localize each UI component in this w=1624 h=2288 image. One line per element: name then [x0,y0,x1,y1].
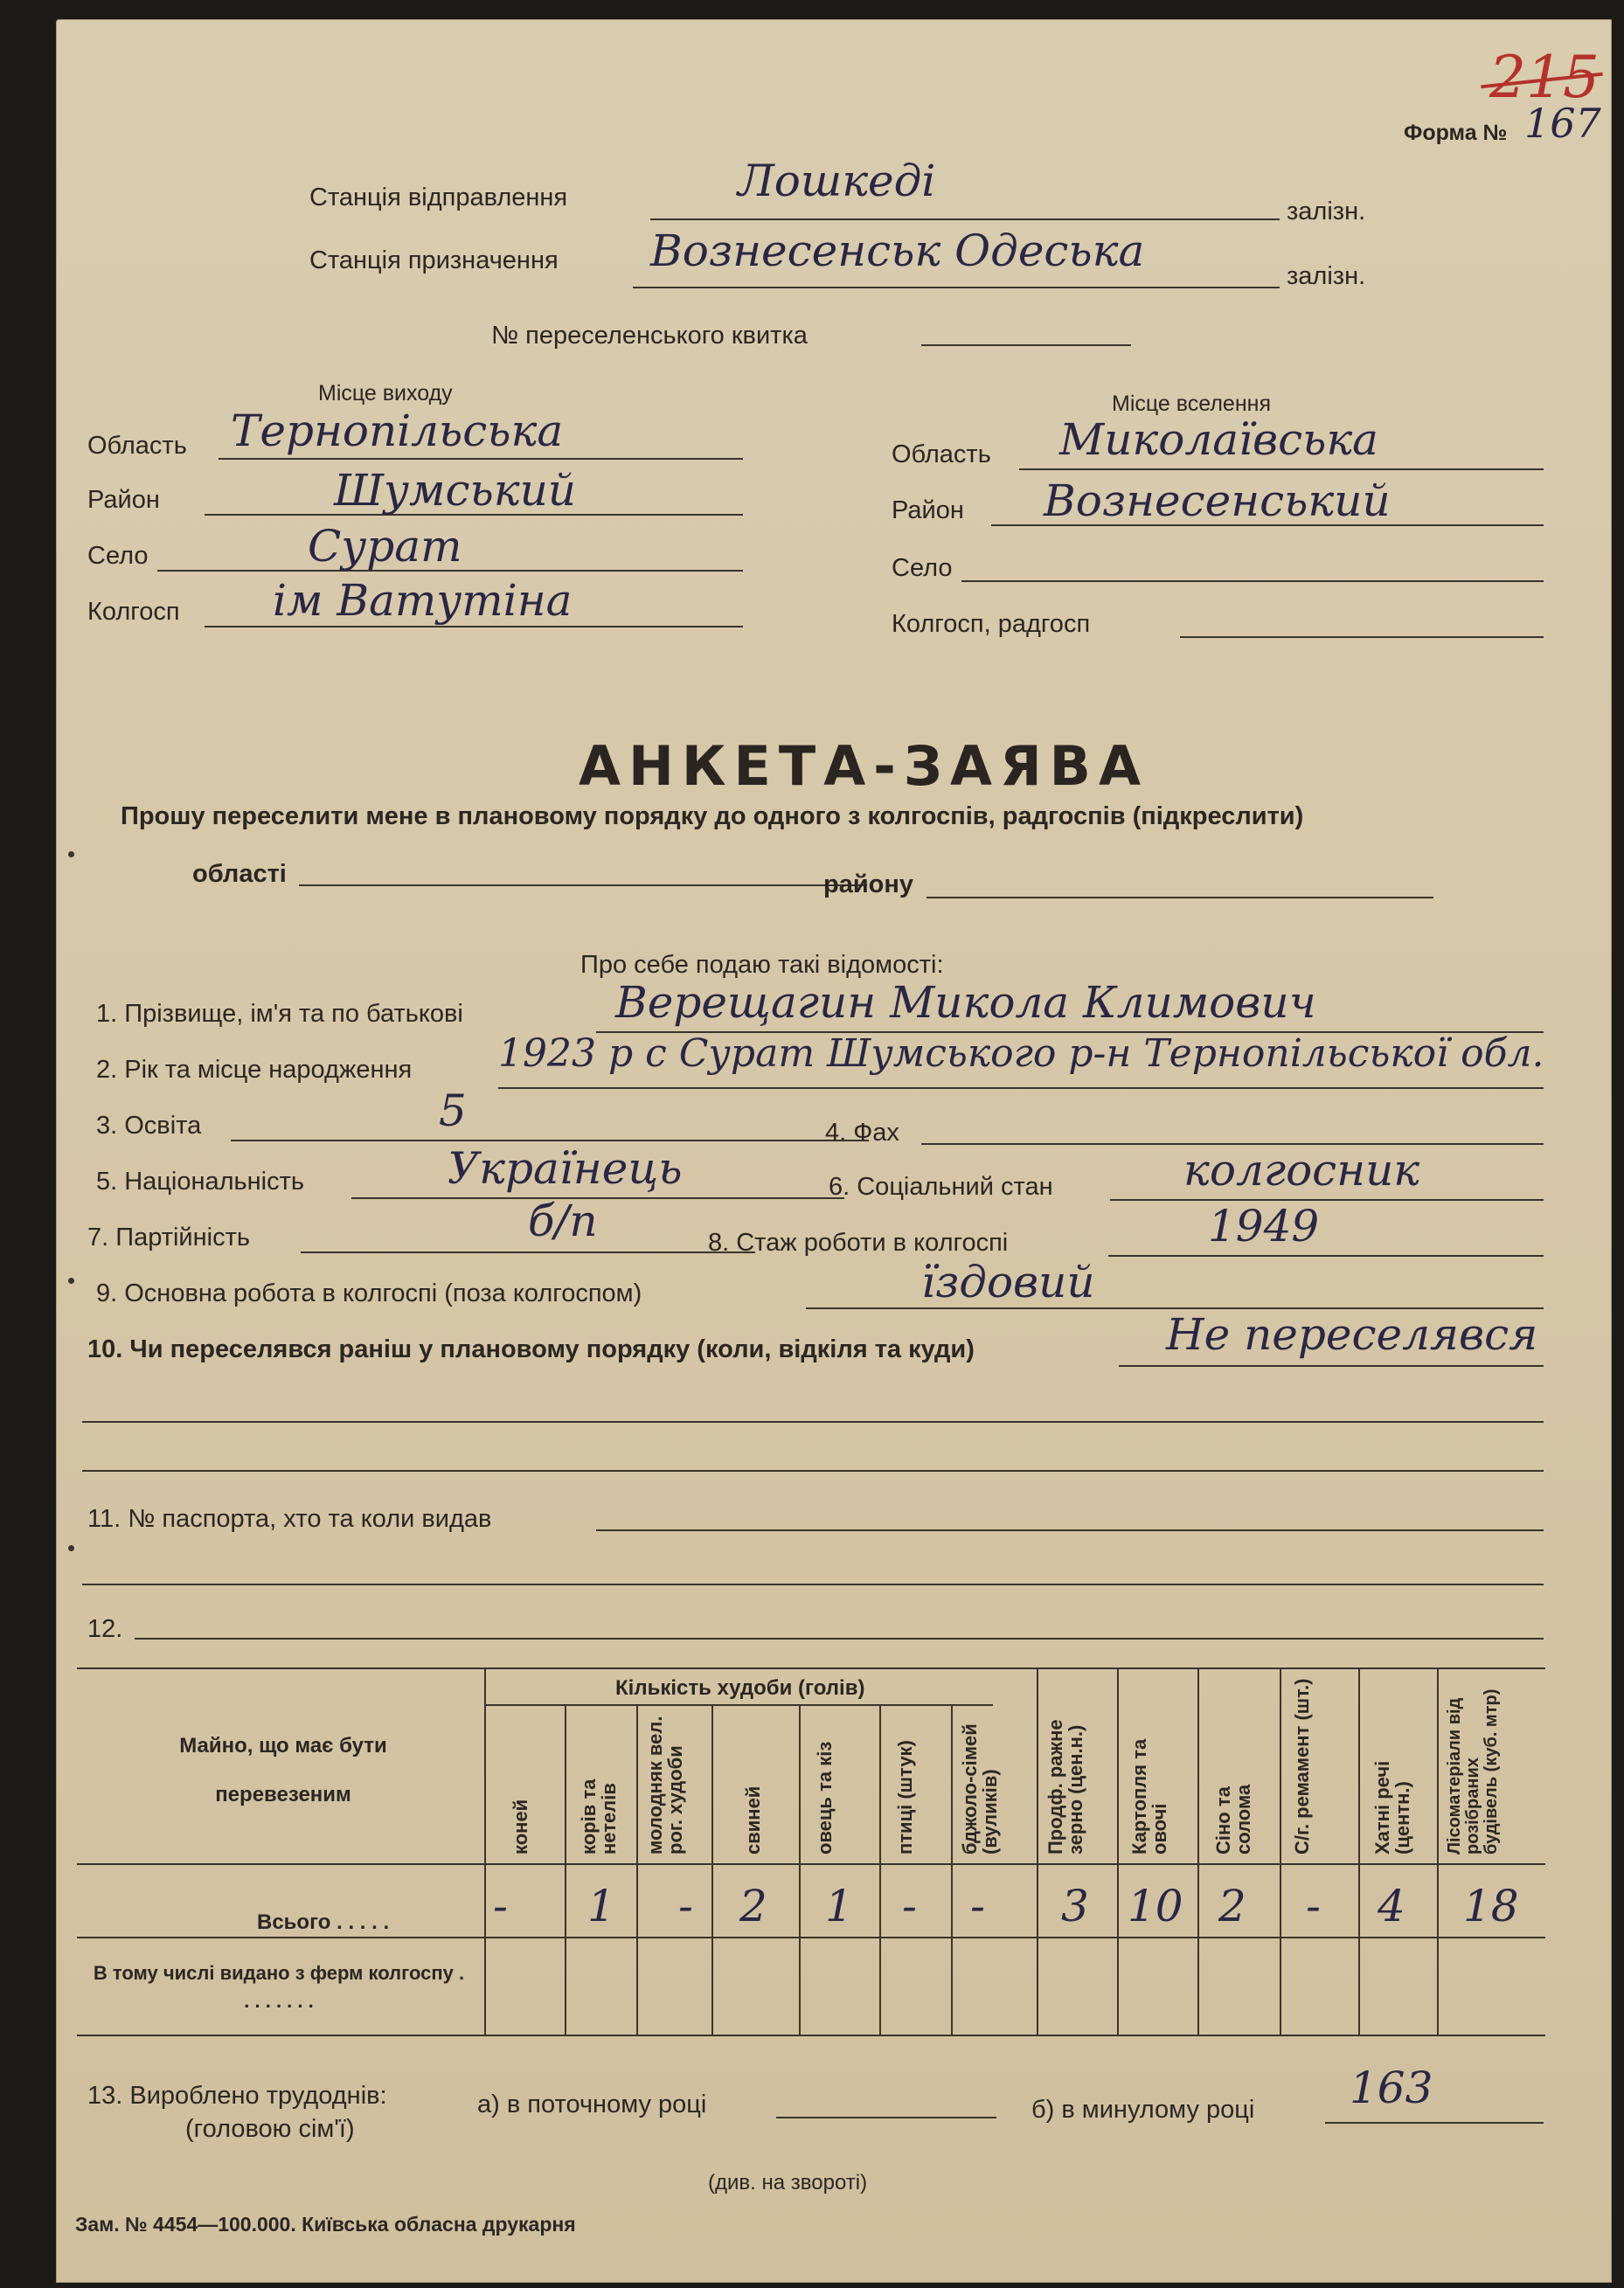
table-col-header: Сіно та солома [1212,1784,1255,1855]
field-7-value: б/п [528,1196,598,1246]
exit-raion-label: Район [87,486,160,514]
exit-kolgosp-label: Колгосп [87,598,180,626]
field-4-label: 4. Фах [825,1119,899,1147]
field-2-line [498,1087,1544,1089]
workdays-previous-line [1325,2122,1544,2124]
table-row1-label: Всього . . . . . [257,1910,390,1934]
table-group-header-divider [486,1704,993,1706]
table-row-header: Майно, що має бути перевезеним [179,1734,387,1806]
table-row1-value: 2 [739,1881,767,1931]
table-col-header: Хатні речі (центн.) [1371,1760,1414,1855]
table-col-header: птиці (штук) [894,1740,916,1855]
table-row1-value: - [902,1881,917,1931]
field-8-value: 1949 [1208,1201,1320,1251]
field-9-value: їздовий [921,1257,1095,1307]
form-sheet [56,19,1612,2283]
workdays-current-line [776,2117,996,2118]
table-row1-value: 10 [1128,1881,1183,1931]
field-10-label: 10. Чи переселявся раніш у плановому порядку (коли, відкіля та куди) [87,1335,975,1363]
departure-station-label: Станція відправлення [309,184,568,211]
table-col-divider [1037,1667,1038,2035]
workdays-previous-label: б) в минулому році [1031,2096,1255,2124]
settle-kolgosp-line [1180,636,1544,638]
table-col-divider [951,1704,953,2035]
field-5-label: 5. Національність [96,1168,305,1196]
destination-station-value: Вознесенськ Одеська [650,225,1145,276]
table-row1-value: 1 [825,1881,853,1931]
table-col-header: Лісоматеріали від розібраних будівель (куб. мтр) [1445,1688,1501,1855]
field-11-extra-line [82,1584,1544,1585]
ticket-line [921,344,1131,346]
exit-kolgosp-value: ім Ватутіна [273,575,573,626]
margin-dot [68,1278,74,1284]
departure-station-value: Лошкеді [738,156,936,206]
field-3-label: 3. Освіта [96,1112,202,1140]
settle-kolgosp-label: Колгосп, радгосп [892,610,1091,638]
field-12-label: 12. [87,1615,123,1643]
settle-oblast-value: Миколаївська [1059,414,1378,465]
field-5-line [351,1197,844,1199]
margin-dot [68,1545,74,1551]
form-title: АНКЕТА-ЗАЯВА [579,734,1149,798]
table-row1-value: 18 [1463,1881,1519,1931]
field-9-label: 9. Основна робота в колгоспі (поза колгоспом) [96,1279,642,1307]
field-7-label: 7. Партійність [87,1224,250,1251]
table-top-border [77,1667,1545,1669]
workdays-current-label: а) в поточному році [477,2090,707,2118]
request-raionu-line [927,897,1433,898]
table-col-divider [1358,1667,1360,2035]
field-8-label: 8. Стаж роботи в колгоспі [708,1229,1009,1257]
table-col-divider [1280,1667,1281,2035]
ticket-label: № переселенського квитка [491,322,808,350]
field-1-label: 1. Прізвище, ім'я та по батькові [96,1000,463,1028]
exit-oblast-line [219,458,743,460]
table-header-bottom-border [77,1863,1545,1865]
exit-selo-value: Сурат [308,521,462,572]
table-row1-value: 1 [587,1881,615,1931]
table-col-header: свиней [742,1785,764,1855]
form-number: 167 [1524,100,1601,147]
settle-raion-value: Вознесенський [1044,475,1391,526]
settle-raion-label: Район [892,496,964,524]
settle-oblast-label: Область [892,440,991,468]
settle-selo-label: Село [892,554,953,582]
table-row1-value: - [678,1881,693,1931]
table-col-divider [1117,1667,1119,2035]
field-6-value: колгосник [1183,1145,1420,1196]
exit-kolgosp-line [205,626,743,627]
see-back-note: (див. на звороті) [708,2171,868,2194]
field-12-line [135,1638,1544,1640]
workdays-previous-value: 163 [1350,2063,1433,2113]
table-col-divider [1197,1667,1199,2035]
exit-raion-value: Шумський [334,465,577,516]
table-col-divider [711,1704,713,2035]
table-row1-value: - [493,1881,508,1931]
field-11-line [596,1529,1544,1531]
settle-oblast-line [1019,468,1544,470]
table-col-divider [799,1704,801,2035]
margin-dot [68,851,74,857]
table-row1-value: 2 [1218,1881,1246,1931]
table-col-header: бджоло-сімей (вуликів) [959,1723,1002,1855]
table-col-divider [484,1667,486,2035]
field-10-extra-line-1 [82,1421,1544,1423]
table-col-divider [565,1704,566,2035]
info-heading: Про себе подаю такі відомості: [580,951,944,979]
form-label: Форма № [1404,121,1508,145]
field-2-value: 1923 р с Сурат Шумського р-н Тернопільської обл. [498,1031,1544,1076]
table-bottom-border [77,2035,1545,2036]
table-col-divider [636,1704,638,2035]
table-row1-value: 3 [1061,1881,1089,1931]
destination-station-line [633,287,1280,288]
table-row1-value: 4 [1378,1881,1405,1931]
table-row1-value: - [1306,1881,1321,1931]
departure-station-line [650,218,1280,220]
table-row2-label: В тому числі видано з ферм колгоспу . . . . . . . . [93,1962,465,2012]
settle-selo-line [961,580,1544,582]
exit-oblast-value: Тернопільська [231,406,564,456]
exit-selo-label: Село [87,542,149,570]
request-text: Прошу переселити мене в плановому порядку до одного з колгоспів, радгоспів (підкреслити) [121,802,1304,830]
table-col-header: коней [510,1799,531,1855]
destination-station-label: Станція призначення [309,246,559,274]
field-3-line [231,1140,869,1141]
field-10-extra-line-2 [82,1470,1544,1472]
workdays-sublabel: (головою сім'ї) [185,2115,355,2143]
table-col-header: молодняк вел. рог. худоби [644,1716,687,1855]
field-6-line [1110,1199,1544,1201]
table-col-header: Картопля та овочі [1128,1738,1171,1855]
printer-imprint: Зам. № 4454—100.000. Київська обласна друкарня [75,2213,576,2236]
table-col-header: Продф. ражне зерно (цен.н.) [1044,1719,1087,1855]
exit-oblast-label: Область [87,432,187,460]
field-7-line [301,1251,755,1253]
exit-place-heading: Місце виходу [318,381,453,406]
field-5-value: Українець [448,1143,683,1194]
departure-rail-suffix: залізн. [1287,198,1366,225]
destination-rail-suffix: залізн. [1287,262,1366,290]
field-1-value: Верещагин Микола Климович [615,977,1316,1028]
field-10-line [1119,1365,1544,1367]
request-raionu-label: району [823,870,914,898]
table-row1-value: - [970,1881,985,1931]
field-10-value: Не переселявся [1166,1309,1538,1360]
table-col-header: корів та нетелів [578,1778,621,1855]
table-col-header: овець та кіз [814,1741,836,1855]
archive-number-stamp: 215 [1489,44,1600,111]
table-col-header: С/г. ремамент (шт.) [1291,1678,1313,1855]
request-oblasti-label: області [192,860,287,888]
settle-place-heading: Місце вселення [1112,392,1271,416]
field-3-value: 5 [439,1085,467,1136]
workdays-label: 13. Вироблено трудоднів: [87,2082,387,2110]
table-col-divider [879,1704,881,2035]
table-col-divider [1437,1667,1439,2035]
field-6-label: 6. Соціальний стан [829,1173,1053,1201]
table-group-header: Кількість худоби (голів) [615,1676,865,1700]
request-oblasti-line [299,884,867,886]
field-8-line [1108,1255,1544,1257]
field-2-label: 2. Рік та місце народження [96,1056,413,1084]
table-row1-bottom-border [77,1937,1545,1938]
field-11-label: 11. № паспорта, хто та коли видав [87,1505,492,1533]
